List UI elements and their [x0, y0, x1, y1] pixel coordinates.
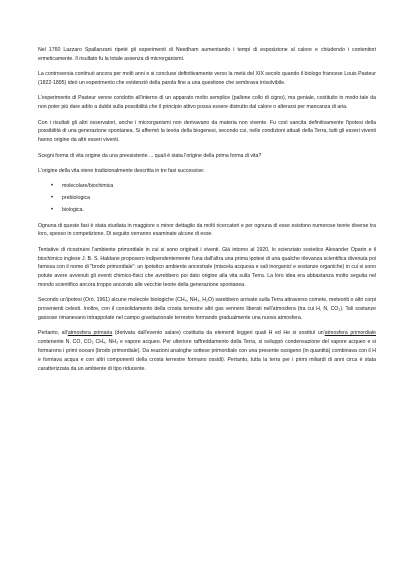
list-item: • molecolare/biochimica: [38, 182, 376, 191]
atmosphere-text-start: Pertanto, all': [38, 330, 68, 337]
paragraph-phases-studies: Ognuna di queste fasi è stata studiata in maggiore o minor dettaglio da molti ricercatori e per ognuna di esse esistono numerose teorie diverse tra loro, spesso in competizione. Di seguito verranno esaminate alcune di esse.: [38, 222, 376, 238]
paragraph-phases-intro: L'origine della vita viene tradizionalmente descritta in tre fasi successive:: [38, 167, 205, 174]
atmosphere-text-end: contenente N, CO, CO₂ CH₄, NH₃ e vapore acqueo. Per ulteriore raffreddamento della Terra, si sviluppò condensazione del vapore acqueo e si formarono i primi oceani (brodo primordiale). Da reazioni analoghe sottese primordiale con una presente ossigeno (in quantità) combinava con il H e formava acqua e con altri componenti della crosta terrestre formano ossidi). Pertanto, tutta la terra per i primi miliardi di anni circa è stata caratterizzata da un ambiente di tipo riducente.: [38, 339, 376, 372]
primordial-atmosphere-link[interactable]: atmosfera primordiale: [324, 330, 376, 337]
paragraph-oparin-haldane: Tentative di ricostruire l'ambiente primordiale in cui si sono originati i viventi. Già intorno al 1920, lo scienziato sovietico Alexander Oparin e il biochimico inglese J. B. S. Haldane proposero indipendentemente l'una dall'altra una prima ipotesi di una qualche rilevanza scientifica divenuta poi famosa con il nome di "brodo primordiale": un ipotetico ambiente ancestrale (miscela acquosa e sali inorganici e sostanze organiche) in cui si sono potute avere avvenuti gli eventi chimico-fisici che avrebbero poi dato origine alla vita sulla Terra. La loro idea era abbastanza molto seguita nel mondo scientifico ancora troppo ancorato alle vecchie teorie della generazione spontanea.: [38, 246, 376, 289]
paragraph-oro-hypothesis: Secondo un'ipotesi (Oró, 1961) alcune molecole biologiche (CH₄, NH₃, H₂O) sarebbero arrivate sulla Terra attraverso comete, meteoriti o altri corpi provenienti celesti. Inoltre, con il consolidamento della crosta terrestre altri gas vennero liberati nell'atmosfera (tra cui H, N, CO₂). Tali sostanze gassose rimanevano intrappolate nel campo gravitazionale terrestre formando gradualmente una nuova atmosfera.: [38, 297, 376, 322]
phases-list: [38, 182, 376, 215]
list-item: • biologica.: [38, 206, 376, 215]
atmosphere-text-middle: (derivata dall'evento salare) costituita da elementi leggeri quali H ed He si sostituì un': [112, 330, 325, 337]
paragraph-biogenesis: Con i risultati gli altri osservatori, anche i microrganismi non derivavano da materia non vivente. Fu così sancita definitivamente l'ipotesi della possibilità di una generazione spontanea. Si affermò la teoria della biogenesi, secondo cui, nelle condizioni attuali della Terra, tutti gli esseri viventi hanno origine da altri esseri viventi.: [38, 119, 376, 144]
paragraph-spallanzani: Nel 1760 Lazzaro Spallanzani ripeté gli esperimenti di Needham aumentando i tempi di esposizione al calore e chiudendo i contenitori ermeticamente. Il risultato fu la totale assenza di microrganismi.: [38, 47, 376, 62]
document-body: [38, 46, 376, 380]
paragraph-question: Scegni forma di vita origine da una preesistente ... quali è stata l'origine della prima forma di vita?: [38, 152, 262, 159]
list-item: • prebiologica: [38, 194, 376, 203]
primary-atmosphere-link[interactable]: atmosfera primaria: [67, 330, 113, 337]
paragraph-pasteur-experiment: L'esperimento di Pasteur venne condotto all'interno di un apparato molto semplice (pallone collo di cigno), ma geniale, costituito in modo tale da non poter più dare adito a dubbi sulla possibilità che il principio attivo possa essere distrutto dal calore o alterarsi per mancanza di aria.: [38, 95, 376, 111]
paragraph-pasteur-controversy: La controversia continuò ancora per molti anni e si concluse definitivamente verso la metà del XIX secolo quando il biologo francese Louis Pasteur (1822-1895) ideò un esperimento che evidenziò della parola fine a una questione che sembrava irrisolvibile.: [38, 71, 376, 86]
paragraph-atmosphere: [38, 329, 376, 373]
